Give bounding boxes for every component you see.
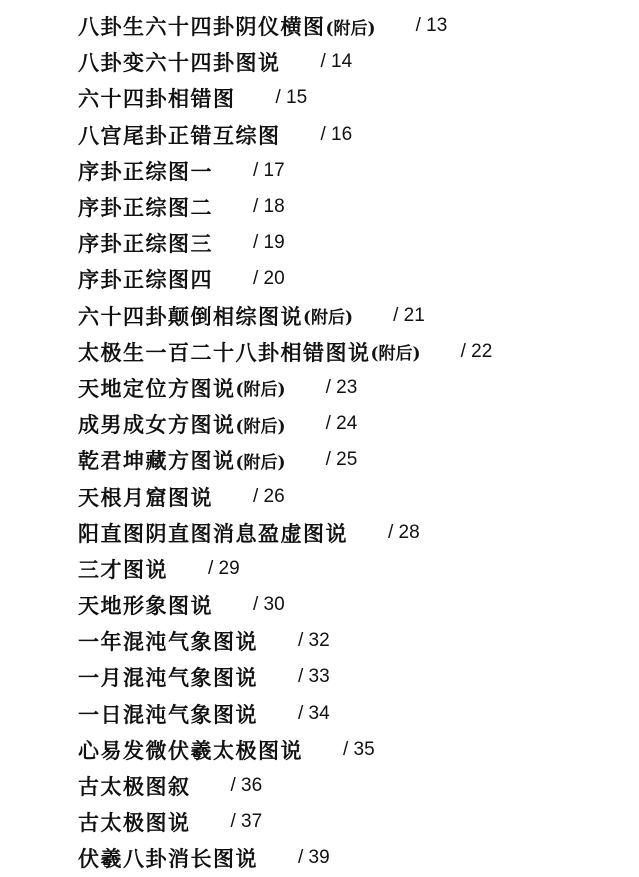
entry-title: 古太极图说 bbox=[78, 810, 191, 836]
toc-entry bbox=[78, 189, 628, 225]
entry-page: / 30 bbox=[253, 594, 285, 616]
entry-page: / 22 bbox=[460, 340, 493, 362]
entry-title: 序卦正综图二 bbox=[78, 195, 213, 221]
toc-entry bbox=[78, 370, 628, 406]
toc-entry bbox=[78, 442, 628, 478]
toc-entry bbox=[78, 768, 628, 804]
entry-title: 八卦生六十四卦阴仪横图 bbox=[78, 14, 326, 40]
entry-note: (附后) bbox=[370, 344, 421, 365]
entry-title: 六十四卦相错图 bbox=[78, 86, 236, 112]
entry-title: 一日混沌气象图说 bbox=[78, 701, 258, 727]
entry-title: 序卦正综图四 bbox=[78, 267, 213, 293]
entry-note: (附后) bbox=[235, 452, 286, 473]
entry-title: 八卦变六十四卦图说 bbox=[78, 50, 281, 76]
entry-page: / 23 bbox=[325, 376, 358, 398]
entry-title: 阳直图阴直图消息盈虚图说 bbox=[78, 520, 348, 546]
entry-title: 三才图说 bbox=[78, 556, 168, 582]
entry-page: / 15 bbox=[275, 87, 308, 109]
toc-entry bbox=[78, 225, 628, 261]
toc-entry bbox=[78, 804, 628, 840]
entry-page: / 34 bbox=[298, 702, 330, 724]
entry-page: / 37 bbox=[230, 811, 263, 833]
entry-title: 太极生一百二十八卦相错图说 bbox=[78, 339, 371, 365]
entry-page: / 20 bbox=[253, 268, 285, 290]
entry-page: / 26 bbox=[253, 485, 285, 507]
entry-page: / 39 bbox=[298, 847, 330, 869]
toc-entry bbox=[78, 696, 628, 732]
entry-title: 一月混沌气象图说 bbox=[78, 665, 258, 691]
toc-entry bbox=[78, 732, 628, 768]
entry-page: / 24 bbox=[325, 413, 358, 435]
entry-page: / 18 bbox=[253, 196, 285, 218]
entry-title: 成男成女方图说 bbox=[78, 412, 236, 438]
entry-page: / 14 bbox=[320, 51, 353, 73]
entry-title: 伏羲八卦消长图说 bbox=[78, 846, 258, 872]
entry-title: 六十四卦颠倒相综图说 bbox=[78, 303, 303, 329]
entry-title: 一年混沌气象图说 bbox=[78, 629, 258, 655]
toc-entry bbox=[78, 587, 628, 623]
entry-page: / 16 bbox=[320, 123, 353, 145]
entry-title: 古太极图叙 bbox=[78, 774, 191, 800]
toc-entry bbox=[78, 80, 628, 116]
toc-entry bbox=[78, 44, 628, 80]
toc-entry bbox=[78, 551, 628, 587]
entry-page: / 29 bbox=[208, 557, 240, 579]
toc-entry bbox=[78, 406, 628, 442]
entry-title: 天根月窟图说 bbox=[78, 484, 213, 510]
toc-entry bbox=[78, 117, 628, 153]
toc-entry bbox=[78, 8, 628, 44]
entry-page: / 25 bbox=[325, 449, 358, 471]
entry-title: 八宫尾卦正错互综图 bbox=[78, 122, 281, 148]
entry-title: 心易发微伏羲太极图说 bbox=[78, 737, 303, 763]
toc-entry bbox=[78, 153, 628, 189]
entry-page: / 35 bbox=[343, 738, 375, 760]
entry-page: / 28 bbox=[388, 521, 420, 543]
entry-page: / 17 bbox=[253, 159, 285, 181]
entry-note: (附后) bbox=[303, 308, 354, 329]
entry-title: 序卦正综图一 bbox=[78, 158, 213, 184]
entry-title: 天地定位方图说 bbox=[78, 375, 236, 401]
toc-entry bbox=[78, 515, 628, 551]
entry-title: 乾君坤藏方图说 bbox=[78, 448, 236, 474]
toc-entry bbox=[78, 478, 628, 514]
entry-note: (附后) bbox=[235, 380, 286, 401]
entry-page: / 36 bbox=[230, 775, 263, 797]
toc-entry bbox=[78, 334, 628, 370]
entry-title: 序卦正综图三 bbox=[78, 231, 213, 257]
toc-entry bbox=[78, 623, 628, 659]
entry-note: (附后) bbox=[235, 416, 286, 437]
entry-page: / 19 bbox=[253, 232, 285, 254]
entry-page: / 32 bbox=[298, 630, 330, 652]
toc-entry bbox=[78, 261, 628, 297]
entry-title: 天地形象图说 bbox=[78, 593, 213, 619]
toc-entry bbox=[78, 659, 628, 695]
toc-entry bbox=[78, 840, 628, 876]
entry-page: / 21 bbox=[393, 304, 425, 326]
toc-entry bbox=[78, 298, 628, 334]
entry-page: / 13 bbox=[415, 15, 448, 37]
entry-page: / 33 bbox=[298, 666, 330, 688]
table-of-contents bbox=[78, 8, 628, 877]
entry-note: (附后) bbox=[325, 18, 376, 39]
